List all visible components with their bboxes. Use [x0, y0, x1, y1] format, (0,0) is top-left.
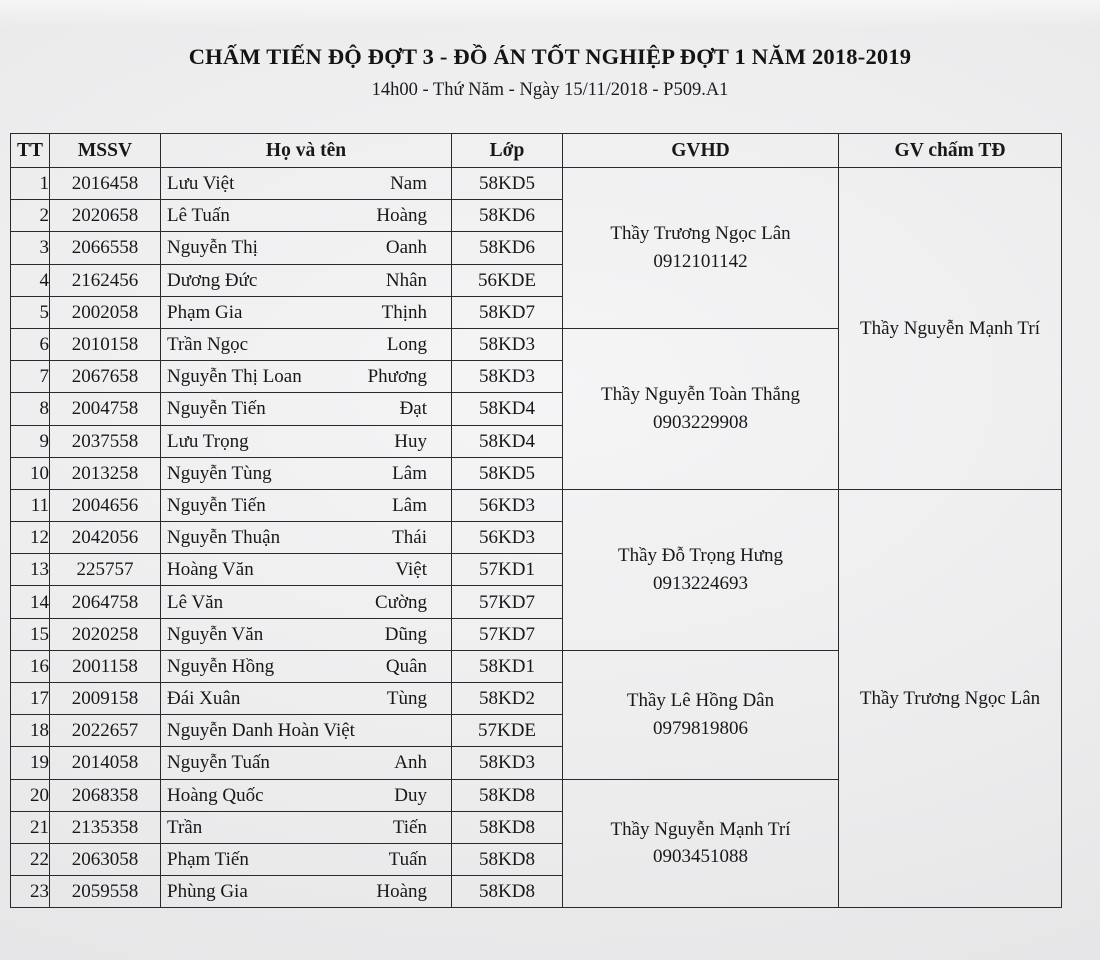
name-last: Hoàng	[376, 881, 427, 903]
cell-name	[161, 425, 452, 457]
cell-gvhd	[563, 168, 839, 329]
name-last: Việt	[395, 559, 427, 581]
cell-name	[161, 393, 452, 425]
cell-class: 57KD7	[452, 618, 563, 650]
name-last: Cường	[374, 591, 427, 613]
cell-mssv: 2042056	[50, 522, 161, 554]
name-given: Nguyễn Danh Hoàn Việt	[167, 720, 355, 742]
cell-gvhd	[563, 650, 839, 779]
gvhd-phone: 0912101142	[653, 250, 748, 272]
name-last: Dũng	[384, 623, 427, 645]
cell-mssv: 2001158	[50, 650, 161, 682]
cell-name	[161, 200, 452, 232]
name-last: Tuấn	[388, 849, 427, 871]
cell-class: 58KD6	[452, 232, 563, 264]
cell-class: 58KD4	[452, 425, 563, 457]
cell-mssv: 2010158	[50, 328, 161, 360]
name-last: Tùng	[386, 688, 427, 710]
cell-name	[161, 747, 452, 779]
cell-tt: 20	[11, 779, 50, 811]
header-tt: TT	[11, 134, 50, 168]
cell-name	[161, 522, 452, 554]
name-given: Trần	[167, 816, 203, 838]
cell-mssv: 2064758	[50, 586, 161, 618]
name-given: Lưu Trọng	[167, 430, 249, 452]
cell-mssv: 2004656	[50, 489, 161, 521]
cell-mssv: 2037558	[50, 425, 161, 457]
cell-name	[161, 715, 452, 747]
name-given: Lưu Việt	[167, 173, 235, 195]
cell-mssv: 2013258	[50, 457, 161, 489]
cell-tt: 17	[11, 683, 50, 715]
schedule-table	[10, 133, 1062, 908]
cell-mssv: 2020258	[50, 618, 161, 650]
title-block	[0, 0, 1100, 101]
name-given: Nguyễn Thị Loan	[167, 366, 302, 388]
cell-mssv: 2059558	[50, 876, 161, 908]
table-row	[11, 168, 1062, 200]
cell-gvhd	[563, 328, 839, 489]
name-given: Nguyễn Hồng	[167, 655, 275, 677]
cell-class: 57KD7	[452, 586, 563, 618]
cell-tt: 2	[11, 200, 50, 232]
cell-name	[161, 554, 452, 586]
header-name: Họ và tên	[161, 134, 452, 168]
cell-class: 56KDE	[452, 264, 563, 296]
cell-tt: 3	[11, 232, 50, 264]
gvhd-name: Thầy Trương Ngọc Lân	[610, 223, 791, 245]
name-given: Dương Đức	[167, 269, 258, 291]
cell-class: 58KD8	[452, 876, 563, 908]
name-given: Trần Ngọc	[167, 334, 249, 356]
cell-mssv: 2162456	[50, 264, 161, 296]
name-last: Thịnh	[381, 301, 427, 323]
gvhd-name: Thầy Nguyễn Mạnh Trí	[610, 818, 791, 840]
cell-name	[161, 232, 452, 264]
name-given: Hoàng Quốc	[167, 784, 264, 806]
cell-tt: 18	[11, 715, 50, 747]
cell-mssv: 225757	[50, 554, 161, 586]
cell-mssv: 2009158	[50, 683, 161, 715]
cell-mssv: 2004758	[50, 393, 161, 425]
cell-name	[161, 779, 452, 811]
cell-mssv: 2135358	[50, 811, 161, 843]
cell-class: 58KD1	[452, 650, 563, 682]
cell-gvtd: Thầy Nguyễn Mạnh Trí	[839, 168, 1062, 490]
cell-class: 58KD6	[452, 200, 563, 232]
cell-mssv: 2068358	[50, 779, 161, 811]
cell-tt: 10	[11, 457, 50, 489]
cell-class: 58KD5	[452, 457, 563, 489]
cell-tt: 4	[11, 264, 50, 296]
name-last: Anh	[394, 752, 427, 774]
cell-tt: 6	[11, 328, 50, 360]
gvhd-phone: 0903229908	[653, 411, 748, 433]
name-last: Oanh	[385, 237, 427, 259]
name-last: Quân	[385, 655, 427, 677]
cell-name	[161, 586, 452, 618]
cell-gvtd: Thầy Trương Ngọc Lân	[839, 489, 1062, 907]
name-last: Huy	[394, 430, 427, 452]
cell-name	[161, 489, 452, 521]
cell-name	[161, 811, 452, 843]
cell-class: 56KD3	[452, 489, 563, 521]
cell-tt: 1	[11, 168, 50, 200]
gvhd-name: Thầy Đỗ Trọng Hưng	[618, 545, 783, 567]
cell-class: 58KD8	[452, 811, 563, 843]
cell-name	[161, 328, 452, 360]
cell-tt: 8	[11, 393, 50, 425]
name-last: Thái	[392, 527, 427, 549]
name-given: Nguyễn Thuận	[167, 527, 281, 549]
cell-mssv: 2002058	[50, 296, 161, 328]
cell-tt: 5	[11, 296, 50, 328]
name-given: Phạm Tiến	[167, 849, 249, 871]
table-row	[11, 489, 1062, 521]
cell-class: 58KD4	[452, 393, 563, 425]
name-last: Duy	[394, 784, 427, 806]
cell-tt: 7	[11, 361, 50, 393]
name-last: Nam	[390, 173, 427, 195]
name-last: Đạt	[399, 398, 427, 420]
cell-mssv: 2014058	[50, 747, 161, 779]
name-last: Hoàng	[376, 205, 427, 227]
page-title: CHẤM TIẾN ĐỘ ĐỢT 3 - ĐỒ ÁN TỐT NGHIỆP ĐỢT 1 NĂM 2018-2019	[188, 44, 912, 69]
cell-mssv: 2063058	[50, 843, 161, 875]
cell-class: 58KD3	[452, 747, 563, 779]
header-gvhd: GVHD	[563, 134, 839, 168]
gvhd-name: Thầy Nguyễn Toàn Thắng	[600, 384, 800, 406]
cell-name	[161, 457, 452, 489]
name-given: Nguyễn Thị	[167, 237, 258, 259]
cell-tt: 14	[11, 586, 50, 618]
cell-tt: 15	[11, 618, 50, 650]
name-given: Nguyễn Văn	[167, 623, 264, 645]
gvhd-phone: 0979819806	[653, 717, 748, 739]
cell-name	[161, 683, 452, 715]
name-given: Lê Tuấn	[167, 205, 230, 227]
name-given: Phạm Gia	[167, 301, 243, 323]
cell-tt: 9	[11, 425, 50, 457]
cell-tt: 12	[11, 522, 50, 554]
cell-tt: 21	[11, 811, 50, 843]
gvhd-phone: 0903451088	[653, 846, 748, 868]
cell-class: 58KD8	[452, 843, 563, 875]
name-given: Nguyễn Tiến	[167, 398, 266, 420]
name-given: Hoàng Văn	[167, 559, 254, 581]
cell-name	[161, 296, 452, 328]
cell-tt: 23	[11, 876, 50, 908]
name-given: Phùng Gia	[167, 881, 248, 903]
name-last: Lâm	[392, 494, 427, 516]
header-class: Lớp	[452, 134, 563, 168]
cell-class: 56KD3	[452, 522, 563, 554]
cell-mssv: 2020658	[50, 200, 161, 232]
cell-name	[161, 361, 452, 393]
gvhd-name: Thầy Lê Hồng Dân	[626, 690, 775, 712]
cell-class: 58KD7	[452, 296, 563, 328]
cell-class: 58KD3	[452, 328, 563, 360]
cell-class: 58KD5	[452, 168, 563, 200]
header-mssv: MSSV	[50, 134, 161, 168]
name-given: Nguyễn Tuấn	[167, 752, 270, 774]
cell-name	[161, 650, 452, 682]
cell-class: 58KD8	[452, 779, 563, 811]
cell-mssv: 2067658	[50, 361, 161, 393]
cell-class: 57KDE	[452, 715, 563, 747]
page-subtitle: 14h00 - Thứ Năm - Ngày 15/11/2018 - P509.A1	[371, 80, 729, 100]
name-last: Tiến	[392, 816, 427, 838]
name-given: Đái Xuân	[167, 688, 241, 710]
name-last: Lâm	[392, 462, 427, 484]
name-given: Nguyễn Tùng	[167, 462, 272, 484]
cell-tt: 11	[11, 489, 50, 521]
cell-name	[161, 843, 452, 875]
cell-name	[161, 876, 452, 908]
name-given: Lê Văn	[167, 591, 224, 613]
cell-mssv: 2016458	[50, 168, 161, 200]
cell-class: 57KD1	[452, 554, 563, 586]
cell-class: 58KD3	[452, 361, 563, 393]
cell-tt: 13	[11, 554, 50, 586]
cell-name	[161, 168, 452, 200]
table-body	[11, 168, 1062, 908]
cell-tt: 19	[11, 747, 50, 779]
cell-mssv: 2066558	[50, 232, 161, 264]
name-given: Nguyễn Tiến	[167, 494, 266, 516]
table-header-row	[11, 134, 1062, 168]
name-last: Long	[386, 334, 427, 356]
cell-mssv: 2022657	[50, 715, 161, 747]
cell-tt: 22	[11, 843, 50, 875]
cell-class: 58KD2	[452, 683, 563, 715]
name-last: Phương	[367, 366, 427, 388]
cell-tt: 16	[11, 650, 50, 682]
cell-gvhd	[563, 779, 839, 908]
cell-name	[161, 618, 452, 650]
header-gvtd: GV chấm TĐ	[839, 134, 1062, 168]
cell-gvhd	[563, 489, 839, 650]
name-last: Nhân	[385, 269, 427, 291]
gvhd-phone: 0913224693	[653, 572, 748, 594]
cell-name	[161, 264, 452, 296]
